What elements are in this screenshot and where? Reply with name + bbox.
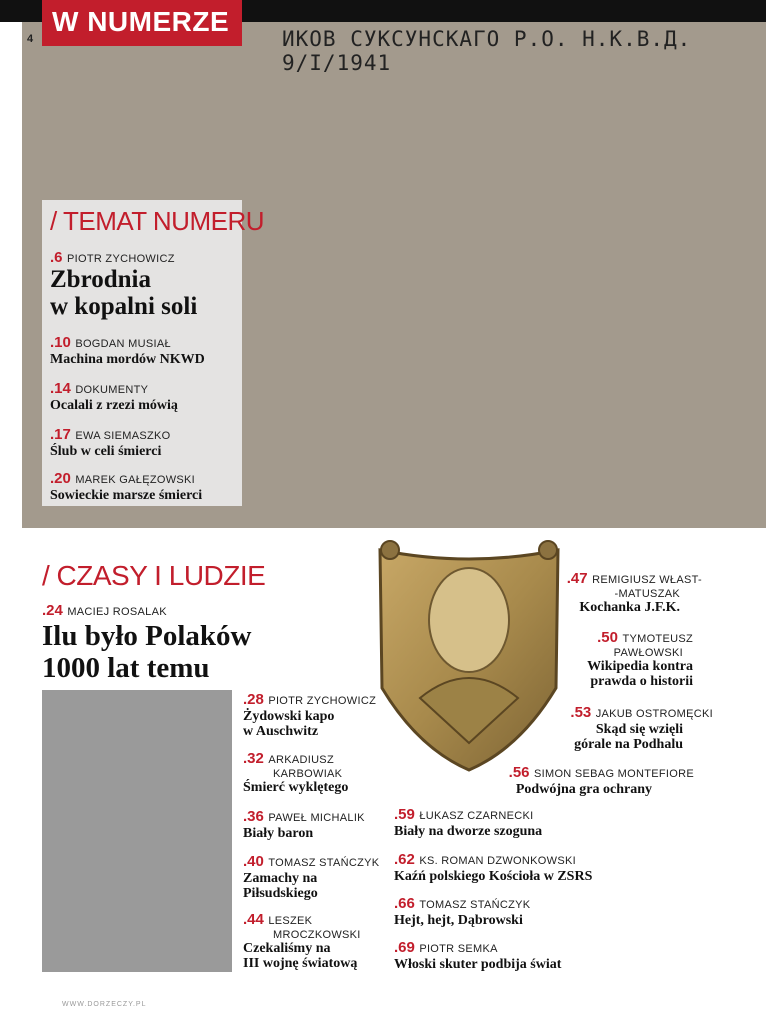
section-header	[42, 0, 242, 46]
temat-section-title: / TEMAT NUMERU	[50, 206, 265, 236]
lead-author: PIOTR ZYCHOWICZ	[66, 253, 175, 265]
czasy-lead-meta: .24 MACIEJ ROSALAK	[42, 602, 167, 619]
temat-entry[interactable]: .14 DOKUMENTY Ocalali z rzezi mówią	[50, 380, 178, 413]
temat-entry[interactable]: .17 EWA SIEMASZKO Ślub w celi śmierci	[50, 426, 171, 459]
pilsudski-portrait	[42, 690, 232, 972]
czasy-entry[interactable]: .40 TOMASZ STAŃCZYK Zamachy na Piłsudskiego	[243, 853, 380, 901]
czasy-entry[interactable]: .56 SIMON SEBAG MONTEFIORE Podwójna gra ochrany	[508, 764, 694, 797]
photo-inscription: ИКОВ СУКСУНСКАГО Р.О. Н.К.В.Д. 9/I/1941	[282, 27, 692, 75]
czasy-entry[interactable]: .36 PAWEŁ MICHALIK Biały baron	[243, 808, 365, 841]
temat-lead-title[interactable]: Zbrodnia w kopalni soli	[50, 266, 198, 320]
czasy-entry[interactable]: .28 PIOTR ZYCHOWICZ Żydowski kapo w Auschwitz	[243, 691, 377, 739]
czasy-entry[interactable]: .50 TYMOTEUSZ PAWŁOWSKI Wikipedia kontra prawda o historii	[587, 629, 693, 689]
page-number: 4	[27, 33, 34, 45]
czasy-entry[interactable]: .32 ARKADIUSZ KARBOWIAK Śmierć wyklętego	[243, 750, 349, 795]
temat-entry[interactable]: .20 MAREK GAŁĘZOWSKI Sowieckie marsze śmierci	[50, 470, 203, 503]
czasy-entry[interactable]: .69 PIOTR SEMKA Włoski skuter podbija świat	[394, 939, 562, 972]
czasy-entry[interactable]: .59 ŁUKASZ CZARNECKI Biały na dworze szoguna	[394, 806, 543, 839]
czasy-entry[interactable]: .53 JAKUB OSTROMĘCKI Skąd się wzięli górale na Podhalu	[570, 704, 713, 752]
temat-lead-meta	[50, 249, 175, 267]
czasy-section-title: / CZASY I LUDZIE	[42, 560, 266, 591]
revolver-image	[588, 912, 752, 1012]
footer-url: WWW.DORZECZY.PL	[62, 1001, 147, 1008]
lead-page-num: .6	[50, 249, 63, 266]
temat-numeru-panel	[42, 200, 265, 506]
czasy-entry[interactable]: .66 TOMASZ STAŃCZYK Hejt, hejt, Dąbrowski	[394, 895, 531, 928]
czasy-entry[interactable]: .47 REMIGIUSZ WŁAST- -MATUSZAK Kochanka J.F.K.	[566, 570, 702, 615]
czasy-entry[interactable]: .62 KS. ROMAN DZWONKOWSKI Kaźń polskiego Kościoła w ZSRS	[394, 851, 593, 884]
temat-entry[interactable]: .10 BOGDAN MUSIAŁ Machina mordów NKWD	[50, 334, 205, 367]
czasy-lead-title[interactable]: Ilu było Polaków 1000 lat temu	[42, 620, 252, 684]
czasy-entry[interactable]: .44 LESZEK MROCZKOWSKI Czekaliśmy na III wojnę światową	[243, 911, 361, 971]
header-title: W NUMERZE	[52, 6, 230, 37]
